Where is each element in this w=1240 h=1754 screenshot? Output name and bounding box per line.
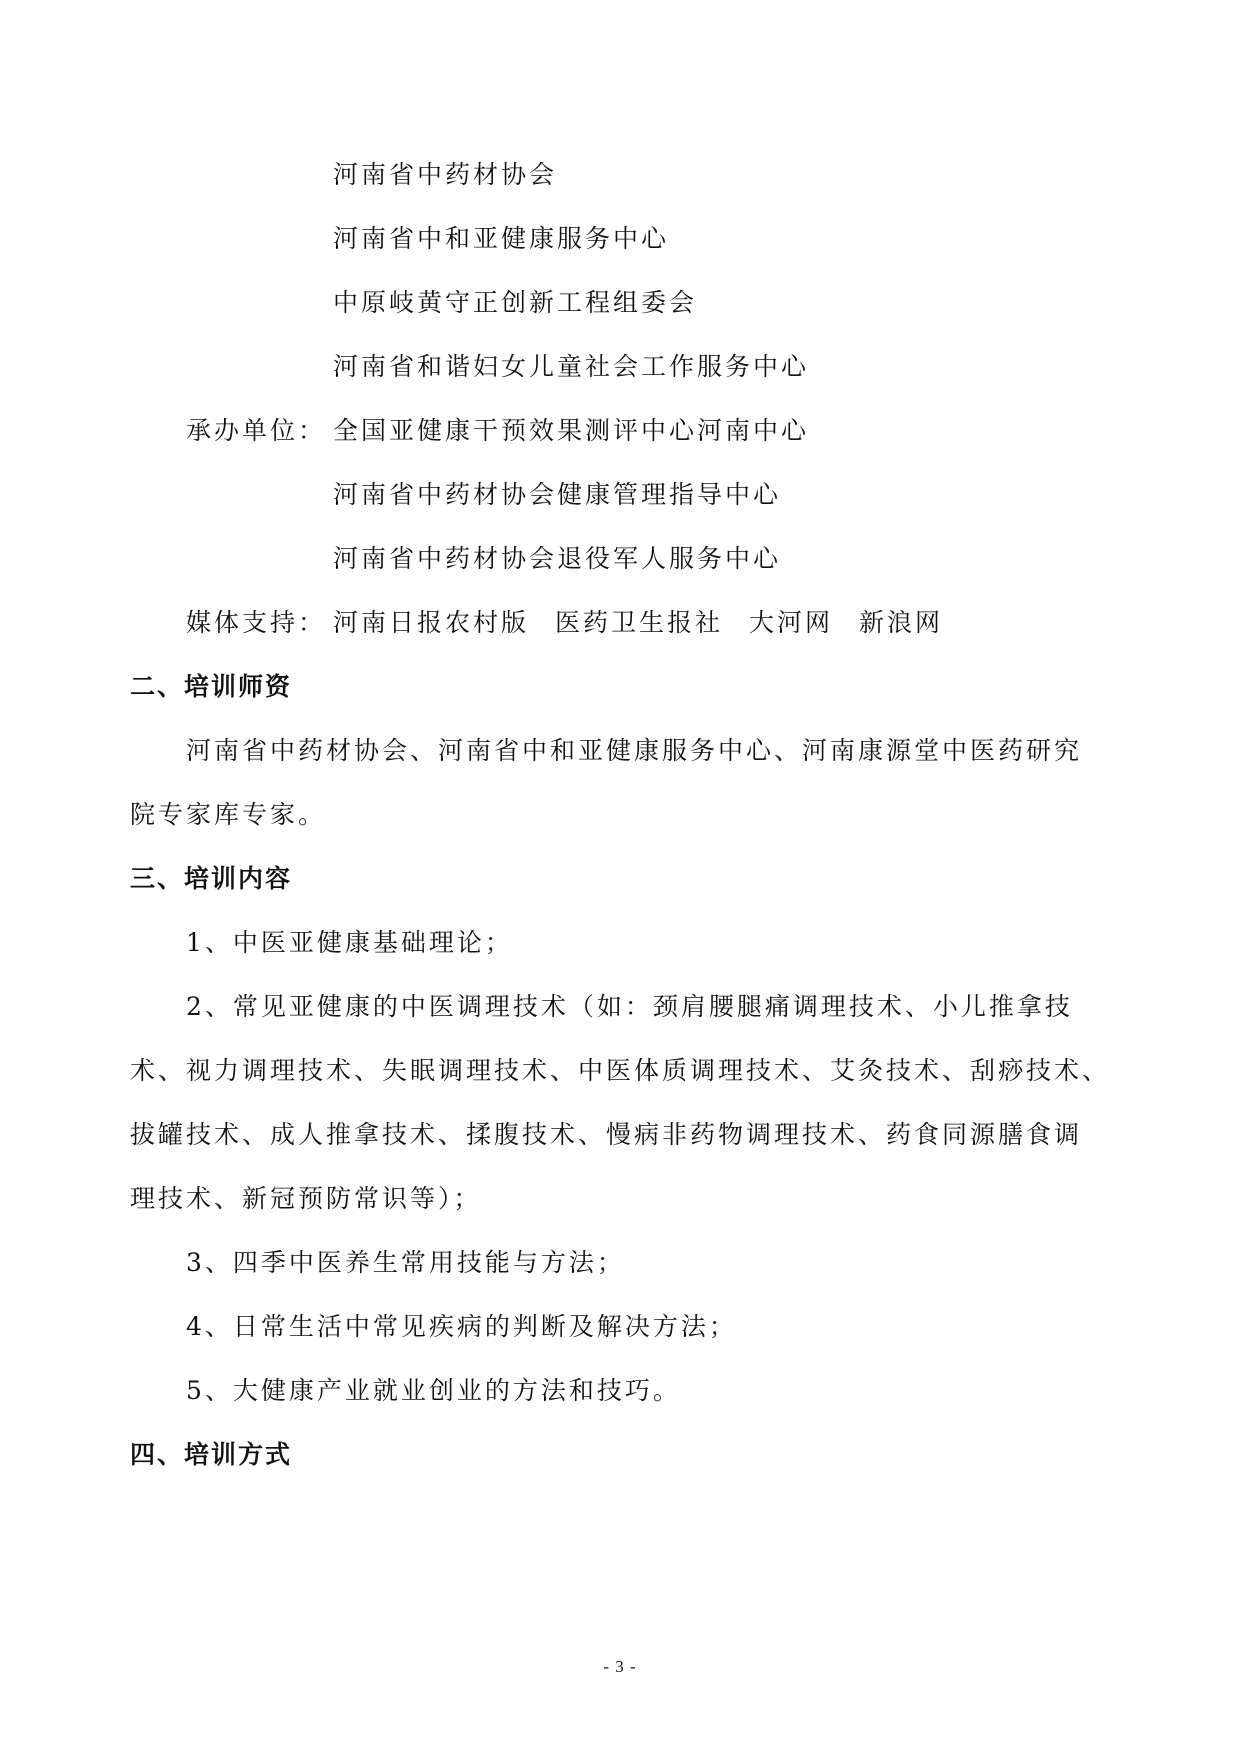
- content-item-3: 3、四季中医养生常用技能与方法；: [186, 1248, 625, 1277]
- media-item: 新浪网: [859, 608, 944, 637]
- content-item-2-line-4: 理技术、新冠预防常识等）；: [130, 1184, 482, 1213]
- content-item-2-line-3: 拔罐技术、成人推拿技术、揉腹技术、慢病非药物调理技术、药食同源膳食调: [130, 1120, 1083, 1149]
- media-item: 河南日报农村版: [333, 608, 530, 637]
- media-item: 大河网: [749, 608, 834, 637]
- organizer-line-3: 中原岐黄守正创新工程组委会: [333, 288, 698, 317]
- media-label: 媒体支持：: [186, 608, 327, 637]
- organizer-line-1: 河南省中药材协会: [333, 160, 558, 189]
- organizer-line-4: 河南省和谐妇女儿童社会工作服务中心: [333, 352, 810, 381]
- host-line-3: 河南省中药材协会退役军人服务中心: [333, 544, 782, 573]
- section-2-heading: 二、培训师资: [130, 672, 293, 701]
- content-item-1: 1、中医亚健康基础理论；: [186, 928, 513, 957]
- content-item-5: 5、大健康产业就业创业的方法和技巧。: [186, 1376, 681, 1405]
- media-list: [333, 606, 943, 640]
- section-2-para-line-1: 河南省中药材协会、河南省中和亚健康服务中心、河南康源堂中医药研究: [186, 736, 1083, 765]
- host-label: 承办单位：: [186, 416, 327, 445]
- host-line-1: 全国亚健康干预效果测评中心河南中心: [333, 416, 810, 445]
- host-line-2: 河南省中药材协会健康管理指导中心: [333, 480, 782, 509]
- section-4-heading: 四、培训方式: [130, 1440, 293, 1469]
- content-item-4: 4、日常生活中常见疾病的判断及解决方法；: [186, 1312, 737, 1341]
- media-item: 医药卫生报社: [555, 608, 724, 637]
- content-item-2-line-1: 2、常见亚健康的中医调理技术（如：颈肩腰腿痛调理技术、小儿推拿技: [186, 992, 1073, 1021]
- section-2-para-line-2: 院专家库专家。: [130, 800, 327, 829]
- content-item-2-line-2: 术、视力调理技术、失眠调理技术、中医体质调理技术、艾灸技术、刮痧技术、: [130, 1056, 1111, 1085]
- page-number: - 3 -: [603, 1657, 637, 1676]
- section-3-heading: 三、培训内容: [130, 864, 293, 893]
- organizer-line-2: 河南省中和亚健康服务中心: [333, 224, 670, 253]
